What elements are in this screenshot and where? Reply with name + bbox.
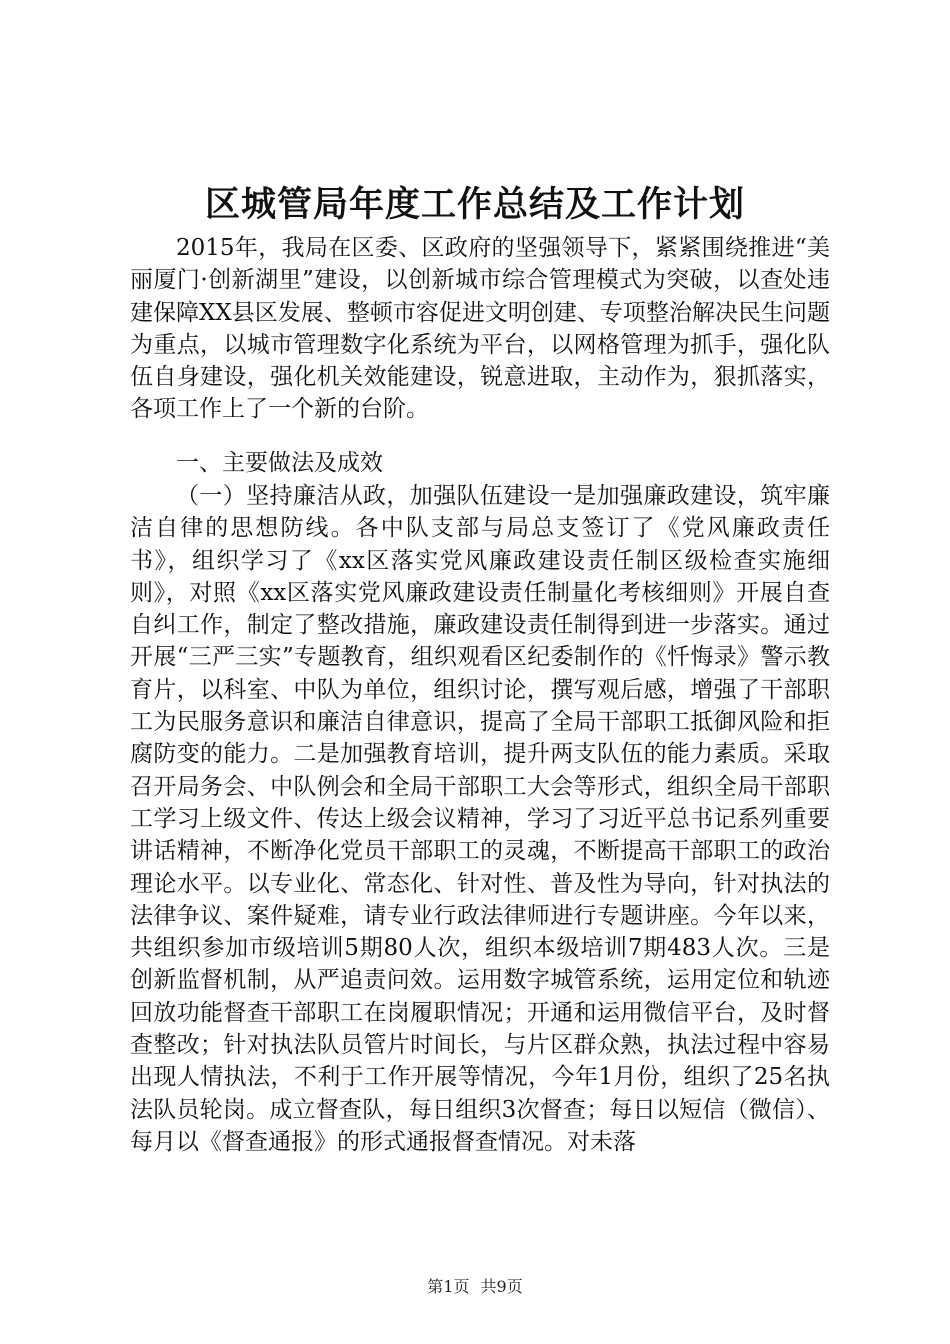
- page-number-total: 共9页: [480, 1277, 523, 1296]
- page-footer: [0, 1276, 950, 1298]
- section-heading: 一、主要做法及成效: [176, 450, 383, 476]
- section-paragraph: （一）坚持廉洁从政，加强队伍建设一是加强廉政建设，筑牢廉洁自律的思想防线。各中队支部与局总支签订了《党风廉政责任书》，组织学习了《xx区落实党风廉政建设责任制区级检查实施细则》，对照《xx区落实党风廉政建设责任制量化考核细则》开展自查自纠工作，制定了整改措施，廉政建设责任制得到进一步落实。通过开展“三严三实”专题教育，组织观看区纪委制作的《忏悔录》警示教育片，以科室、中队为单位，组织讨论，撰写观后感，增强了干部职工为民服务意识和廉洁自律意识，提高了全局干部职工抵御风险和拒腐防变的能力。二是加强教育培训，提升两支队伍的能力素质。采取召开局务会、中队例会和全局干部职工大会等形式，组织全局干部职工学习上级文件、传达上级会议精神，学习了习近平总书记系列重要讲话精神，不断净化党员干部职工的灵魂，不断提高干部职工的政治理论水平。以专业化、常态化、针对性、普及性为导向，针对执法的法律争议、案件疑难，请专业行政法律师进行专题讲座。今年以来，共组织参加市级培训5期80人次，组织本级培训7期483人次。三是创新监督机制，从严追责问效。运用数字城管系统，运用定位和轨迹回放功能督查干部职工在岗履职情况；开通和运用微信平台，及时督查整改；针对执法队员管片时间长，与片区群众熟，执法过程中容易出现人情执法，不利于工作开展等情况，今年1月份，组织了25名执法队员轮岗。成立督查队，每日组织3次督查；每日以短信（微信）、每月以《督查通报》的形式通报督查情况。对未落: [130, 483, 830, 1155]
- document-title: 区城管局年度工作总结及工作计划: [204, 184, 745, 225]
- page-number-current: 第1页: [427, 1277, 470, 1296]
- intro-paragraph: 2015年，我局在区委、区政府的坚强领导下，紧紧围绕推进“美丽厦门·创新湖里”建设，以创新城市综合管理模式为突破，以查处违建保障XX县区发展、整顿市容促进文明创建、专项整治解决民生问题为重点，以城市管理数字化系统为平台，以网格管理为抓手，强化队伍自身建设，强化机关效能建设，锐意进取，主动作为，狠抓落实，各项工作上了一个新的台阶。: [130, 235, 830, 423]
